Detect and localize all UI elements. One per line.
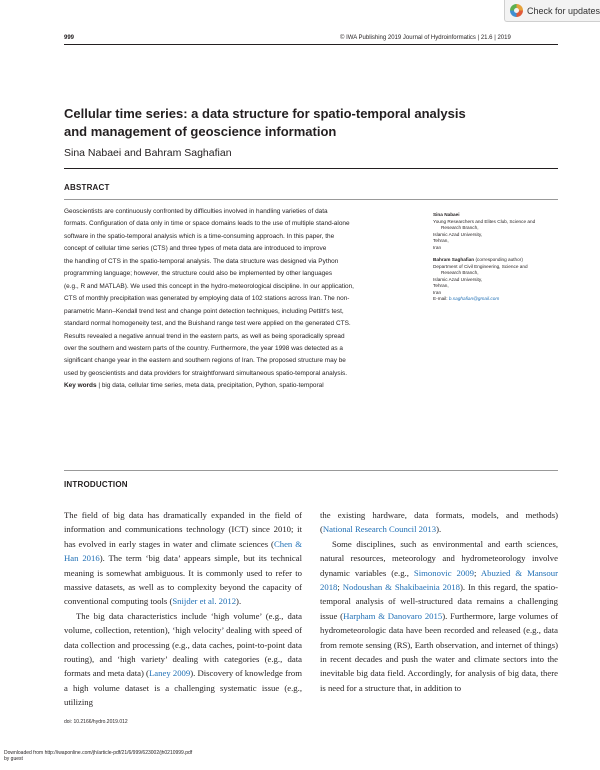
citation-link[interactable]: Laney 2009 <box>148 668 191 679</box>
abstract-divider <box>64 199 558 200</box>
download-footer <box>4 750 192 762</box>
citation-link[interactable]: Snijder et al. 2012 <box>172 596 237 607</box>
affiliation-1-name: Sina Nabaei <box>433 212 460 217</box>
journal-name: Journal of Hydroinformatics <box>402 35 476 41</box>
abstract-body <box>64 206 410 393</box>
abstract-line: concept of cellular time series (CTS) and three types of meta data are introduced to improve <box>64 245 327 253</box>
abstract-line: over the southern and western parts of the country. Furthermore, the year 1998 was detected as a <box>64 344 343 352</box>
abstract-line: the handling of CTS in the spatio-temporal analysis. The data structure was designed via Python <box>64 257 339 265</box>
intro-divider <box>64 470 558 471</box>
introduction-heading: INTRODUCTION <box>64 480 128 489</box>
keywords: | big data, cellular time series, meta data, precipitation, Python, spatio-temporal <box>98 382 324 390</box>
citation-link[interactable]: Abuzied & Mansour 2018 <box>320 567 558 593</box>
check-for-updates-button[interactable] <box>504 0 600 22</box>
check-for-updates-icon <box>510 4 523 17</box>
publisher: © IWA Publishing 2019 <box>340 35 402 41</box>
paragraph: the existing hardware, data formats, models, and methods) (National Research Council 2013). <box>320 510 558 535</box>
abstract-line: significant change year in the eastern and southern regions of Iran. The proposed structure may be <box>64 357 346 365</box>
affiliation-line: Tehran, <box>433 238 449 243</box>
affiliations <box>433 212 563 303</box>
doi: doi: 10.2166/hydro.2019.012 <box>64 719 128 725</box>
paragraph: The big data characteristics include ‘high volume’ (e.g., data volume, collection, retention), ‘high velocity’ dealing with speed of data collection and processing (e.g., data caches, point-to-point data routing), and ‘high variety’ dealing with categories (e.g., data formats and meta data) (Laney 2009). Discovery of knowledge from a high volume dataset is a challenging systematic issue (e.g., utilizing <box>64 610 302 708</box>
check-for-updates-label: Check for updates <box>526 5 600 16</box>
abstract-line: Geoscientists are continuously confronted by difficulties involved in handling varieties of data <box>64 208 328 215</box>
author-email-link[interactable]: b.saghafian@gmail.com <box>448 296 500 301</box>
intro-column-left <box>64 508 302 710</box>
abstract-line: parametric Mann–Kendall trend test and change point detection techniques, including Pettitt's test, <box>64 307 344 315</box>
abstract-heading: ABSTRACT <box>64 183 110 192</box>
abstract-line: formats. Configuration of data only in time or space domains leads to the use of multiple stand-alone <box>64 220 350 228</box>
article-authors: Sina Nabaei and Bahram Saghafian <box>64 147 232 159</box>
article-title: Cellular time series: a data structure for spatio-temporal analysis and management of geoscience information <box>64 106 466 139</box>
paragraph: Some disciplines, such as environmental and earth sciences, natural resources, meteorology and hydrometeorology involve dynamic variables (e.g., Simonovic 2009; Abuzied & Mansour 2018; Nodoushan & Shakibaeinia 2018). In this regard, the spatio-temporal analysis of well-structured data remains a challenging issue (Harpham & Danovaro 2015). Furthermore, large volumes of hydrometeorologic data have been recorded and released (e.g., data from remote sensing (RS), Earth observation, and internet of things) in recent decades and push the water and climate sectors into the inevitable big data field. Accordingly, for analysis of big data, there is need for a structure that, in addition to <box>320 538 558 693</box>
citation-link[interactable]: Harpham & Danovaro 2015 <box>343 610 443 621</box>
abstract-line: CTS of monthly precipitation was generated by employing data of 102 stations across Iran. The non- <box>64 295 350 303</box>
keywords-label: Key words <box>64 382 97 390</box>
affiliation-line: Iran <box>433 244 442 250</box>
page-number: 999 <box>64 35 75 41</box>
abstract-line: used by geoscientists and data providers for straightforward simultaneous spatio-temporal analysis. <box>64 369 348 377</box>
running-header: © IWA Publishing 2019 Journal of Hydroinformatics | 21.6 | 2019 <box>340 35 511 41</box>
email-label: E-mail: <box>433 296 449 301</box>
affiliation-line: Islamic Azad University, <box>433 231 483 237</box>
year: 2019 <box>497 35 511 41</box>
paragraph: The field of big data has dramatically expanded in the field of information and communications technology (ICT) since 2010; it has evolved in early stages in water and climate sciences (Chen & Han 2016). The term ‘big data’ appears simple, but its technical meaning is somewhat ambiguous. It is commonly used to refer to massive datasets, as well as to complexity beyond the capacity of conventional computing tools (Snijder et al. 2012). <box>64 510 302 607</box>
abstract-line: (e.g., R and MATLAB). We used this concept in the hydro-meteorological discipline. In our application, <box>64 282 354 290</box>
abstract-line: programming language; however, the structure could also be implemented by other languages <box>64 270 333 278</box>
affiliation-2-name: Bahram Saghafian <box>433 257 475 262</box>
affiliation-line: Iran <box>433 289 442 295</box>
footer-line: by guest <box>4 756 23 762</box>
volume-issue: 21.6 <box>480 35 493 41</box>
affiliation-line: Young Researchers and Elites Club, Science and <box>433 218 536 224</box>
abstract-rule <box>64 168 558 169</box>
citation-link[interactable]: National Research Council 2013 <box>322 524 437 535</box>
affiliation-line: Research Branch, <box>441 270 479 275</box>
intro-column-right <box>320 508 558 695</box>
abstract-line: standard normal homogeneity test, and the Buishand range test were applied on the generated CTS. <box>64 320 351 328</box>
abstract-line: Results revealed a negative annual trend in the eastern parts, as well as being sporadically spread <box>64 332 345 340</box>
affiliation-line: Islamic Azad University, <box>433 276 483 282</box>
affiliation-line: Department of Civil Engineering, Science and <box>433 263 528 269</box>
citation-link[interactable]: Simonovic 2009 <box>413 567 474 578</box>
citation-link[interactable]: Nodoushan & Shakibaeinia 2018 <box>342 582 460 593</box>
footer-line: Downloaded from http://iwaponline.com/jh/article-pdf/21/6/999/623002/jh0210999.pdf <box>4 750 193 756</box>
affiliation-line: Research Branch, <box>441 225 479 230</box>
citation-link[interactable]: Chen & Han 2016 <box>64 538 302 564</box>
abstract-line: software in the spatio-temporal analysis which is a time-consuming approach. In this paper, the <box>64 232 335 240</box>
affiliation-line: Tehran, <box>433 283 449 288</box>
corresponding-note: (corresponding author) <box>474 257 523 262</box>
header-rule <box>64 44 558 45</box>
keywords-line <box>64 380 410 392</box>
